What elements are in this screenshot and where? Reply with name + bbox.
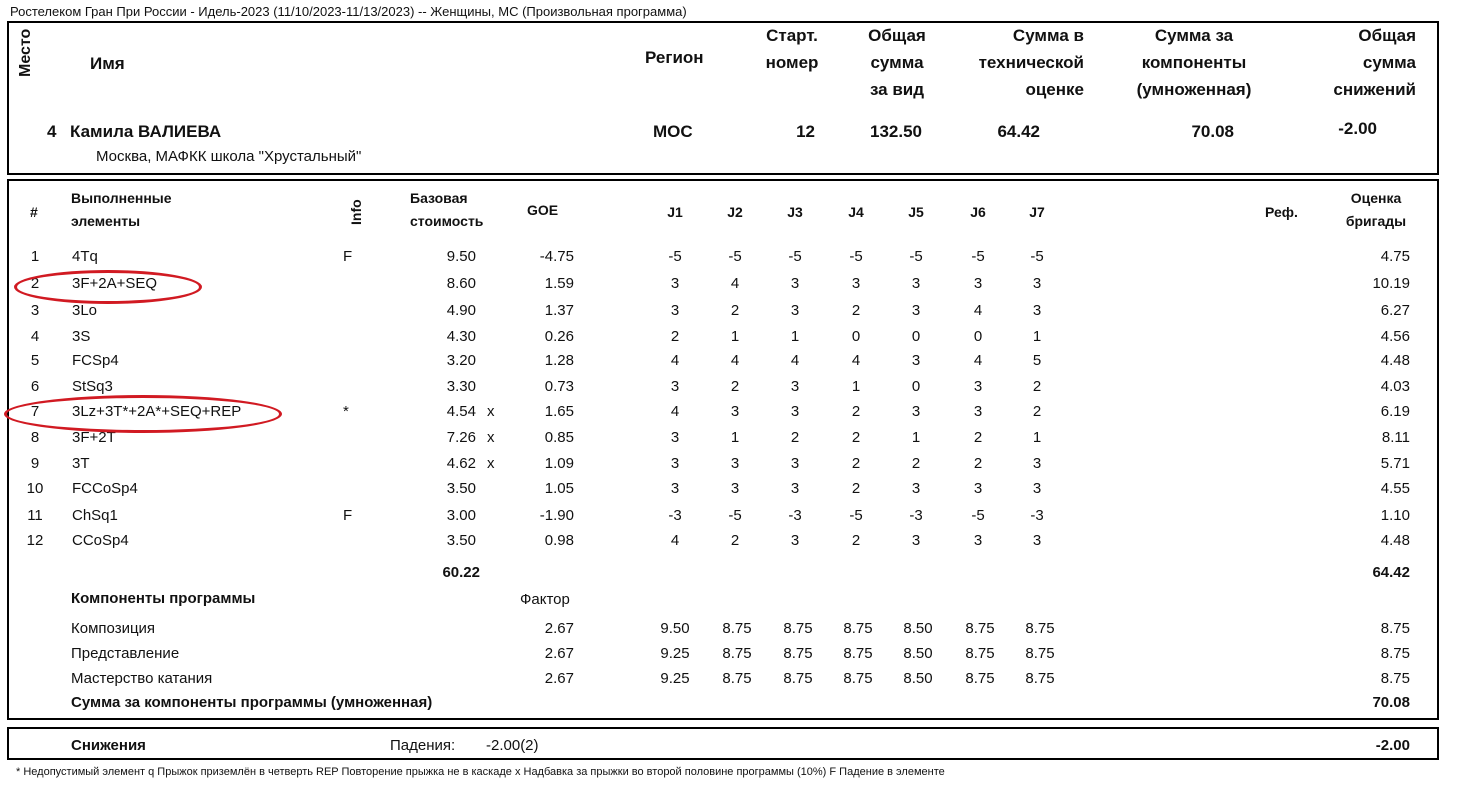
element-judge-score-j7: 3 — [1032, 455, 1042, 472]
element-judge-score-j6: 3 — [973, 378, 983, 395]
j7-header: J7 — [1029, 204, 1045, 220]
element-judge-score-j1: -5 — [668, 248, 682, 265]
skater-deductions: -2.00 — [1338, 119, 1377, 138]
skater-name: Камила ВАЛИЕВА — [70, 122, 222, 141]
element-bonus-mark: x — [487, 429, 495, 446]
component-name: Представление — [71, 645, 180, 662]
element-bonus-mark: x — [487, 403, 495, 420]
element-number: 12 — [26, 532, 44, 549]
place-header: Место — [17, 28, 34, 77]
element-judge-score-j7: 1 — [1032, 328, 1042, 345]
element-code: 3F+2T — [72, 429, 116, 446]
component-judge-score-j3: 8.75 — [783, 670, 813, 687]
element-base-value: 4.54 — [446, 403, 476, 420]
tes-header: Сумма в технической оценке — [978, 26, 1084, 99]
component-judge-score-j1: 9.25 — [660, 670, 690, 687]
component-panel-score: 8.75 — [1380, 645, 1410, 662]
element-code: FCCoSp4 — [72, 480, 138, 497]
element-judge-score-j1: 3 — [670, 455, 680, 472]
element-goe: 1.09 — [544, 455, 574, 472]
element-judge-score-j5: 1 — [911, 429, 921, 446]
component-judge-score-j6: 8.75 — [965, 645, 995, 662]
element-judge-score-j2: 4 — [730, 352, 740, 369]
referee-header: Реф. — [1265, 204, 1298, 220]
element-judge-score-j5: 3 — [911, 352, 921, 369]
component-judge-score-j1: 9.25 — [660, 645, 690, 662]
element-code: CCoSp4 — [72, 532, 129, 549]
element-judge-score-j3: 4 — [790, 352, 800, 369]
element-panel-score: 4.48 — [1380, 532, 1410, 549]
element-judge-score-j1: -3 — [668, 507, 682, 524]
element-base-value: 4.30 — [446, 328, 476, 345]
element-judge-score-j2: 4 — [730, 275, 740, 292]
element-goe: 1.28 — [544, 352, 574, 369]
element-judge-score-j2: 3 — [730, 403, 740, 420]
component-judge-score-j7: 8.75 — [1025, 620, 1055, 637]
highlight-ellipse-element-2 — [14, 270, 202, 304]
element-judge-score-j4: 4 — [851, 352, 861, 369]
highlight-ellipse-element-7 — [4, 395, 282, 433]
component-panel-score: 8.75 — [1380, 620, 1410, 637]
j2-header: J2 — [727, 204, 743, 220]
component-panel-score: 8.75 — [1380, 670, 1410, 687]
element-judge-score-j1: 3 — [670, 429, 680, 446]
element-base-value: 4.90 — [446, 302, 476, 319]
num-header: # — [30, 204, 38, 220]
element-goe: 1.65 — [544, 403, 574, 420]
element-goe: 0.98 — [544, 532, 574, 549]
element-info: F — [343, 507, 353, 524]
element-number: 10 — [26, 480, 44, 497]
element-code: 3T — [72, 455, 90, 472]
element-judge-score-j4: 3 — [851, 275, 861, 292]
element-number: 3 — [30, 302, 40, 319]
goe-header: GOE — [527, 202, 559, 218]
j6-header: J6 — [970, 204, 986, 220]
element-number: 7 — [30, 403, 40, 420]
element-judge-score-j2: 2 — [730, 532, 740, 549]
component-judge-score-j4: 8.75 — [843, 620, 873, 637]
element-judge-score-j5: -5 — [909, 248, 923, 265]
element-base-value: 3.30 — [446, 378, 476, 395]
element-goe: 0.85 — [544, 429, 574, 446]
element-code: 3Lo — [72, 302, 98, 319]
j1-header: J1 — [667, 204, 683, 220]
element-judge-score-j4: -5 — [849, 248, 863, 265]
element-judge-score-j1: 4 — [670, 403, 680, 420]
element-code: ChSq1 — [72, 507, 118, 524]
element-judge-score-j5: 0 — [911, 328, 921, 345]
element-panel-score: 4.03 — [1380, 378, 1410, 395]
element-judge-score-j6: 3 — [973, 532, 983, 549]
element-code: 3F+2A+SEQ — [72, 275, 158, 292]
element-panel-score: 6.19 — [1380, 403, 1410, 420]
element-judge-score-j5: 0 — [911, 378, 921, 395]
element-judge-score-j6: 4 — [973, 352, 983, 369]
skater-pcs: 70.08 — [1191, 122, 1234, 141]
element-code: StSq3 — [72, 378, 113, 395]
deductions-total: -2.00 — [1375, 737, 1410, 754]
deductions-header: Общая сумма снижений — [1333, 26, 1416, 99]
panel-score-header: Оценка бригады — [1345, 190, 1407, 229]
element-info: * — [343, 403, 349, 420]
element-judge-score-j6: 4 — [973, 302, 983, 319]
element-judge-score-j2: 3 — [730, 455, 740, 472]
element-number: 6 — [30, 378, 40, 395]
element-judge-score-j3: 3 — [790, 275, 800, 292]
components-title: Компоненты программы — [71, 590, 256, 607]
element-judge-score-j3: 3 — [790, 455, 800, 472]
element-judge-score-j4: 2 — [851, 455, 861, 472]
falls-label: Падения: — [390, 737, 456, 754]
element-judge-score-j7: -5 — [1030, 248, 1044, 265]
element-judge-score-j1: 3 — [670, 275, 680, 292]
component-name: Композиция — [71, 620, 156, 637]
element-judge-score-j2: -5 — [728, 248, 742, 265]
element-base-value: 9.50 — [446, 248, 476, 265]
element-code: FCSp4 — [72, 352, 119, 369]
component-judge-score-j1: 9.50 — [660, 620, 690, 637]
start-number-header: Старт. номер — [765, 26, 819, 72]
deductions-box — [7, 727, 1439, 760]
score-total: 64.42 — [1372, 564, 1410, 581]
element-judge-score-j7: 2 — [1032, 403, 1042, 420]
j3-header: J3 — [787, 204, 803, 220]
element-panel-score: 4.55 — [1380, 480, 1410, 497]
element-judge-score-j3: 3 — [790, 480, 800, 497]
components-sum-value: 70.08 — [1372, 694, 1410, 711]
element-judge-score-j7: 2 — [1032, 378, 1042, 395]
element-judge-score-j2: 3 — [730, 480, 740, 497]
element-code: 3Lz+3T*+2A*+SEQ+REP — [72, 403, 242, 420]
skater-total: 132.50 — [870, 122, 922, 141]
element-judge-score-j1: 2 — [670, 328, 680, 345]
element-judge-score-j4: 2 — [851, 480, 861, 497]
j4-header: J4 — [848, 204, 864, 220]
element-judge-score-j6: 3 — [973, 275, 983, 292]
element-number: 2 — [30, 275, 40, 292]
element-judge-score-j3: 1 — [790, 328, 800, 345]
element-judge-score-j4: 2 — [851, 429, 861, 446]
element-judge-score-j2: 2 — [730, 378, 740, 395]
element-base-value: 3.20 — [446, 352, 476, 369]
element-bonus-mark: x — [487, 455, 495, 472]
j5-header: J5 — [908, 204, 924, 220]
component-factor: 2.67 — [544, 620, 574, 637]
element-judge-score-j7: 3 — [1032, 302, 1042, 319]
component-judge-score-j2: 8.75 — [722, 670, 752, 687]
region-header: Регион — [645, 48, 704, 67]
element-goe: -1.90 — [539, 507, 574, 524]
component-judge-score-j2: 8.75 — [722, 620, 752, 637]
element-judge-score-j7: -3 — [1030, 507, 1044, 524]
element-judge-score-j7: 1 — [1032, 429, 1042, 446]
component-judge-score-j2: 8.75 — [722, 645, 752, 662]
element-judge-score-j4: 2 — [851, 302, 861, 319]
factor-header: Фактор — [520, 591, 570, 608]
skater-tes: 64.42 — [997, 122, 1040, 141]
element-judge-score-j5: 3 — [911, 302, 921, 319]
element-judge-score-j3: 3 — [790, 403, 800, 420]
element-judge-score-j5: 3 — [911, 403, 921, 420]
component-judge-score-j7: 8.75 — [1025, 670, 1055, 687]
element-judge-score-j3: 2 — [790, 429, 800, 446]
components-sum-label: Сумма за компоненты программы (умноженная) — [71, 694, 433, 711]
legend: * Недопустимый элемент q Прыжок приземлён в четверть REP Повторение прыжка не в каскаде x Надбавка за прыжки во второй половине программы (10%) F Падение в элементе — [16, 766, 945, 778]
element-base-value: 3.00 — [446, 507, 476, 524]
element-judge-score-j4: 2 — [851, 532, 861, 549]
component-name: Мастерство катания — [71, 670, 213, 687]
element-info: F — [343, 248, 353, 265]
component-judge-score-j3: 8.75 — [783, 620, 813, 637]
element-judge-score-j4: -5 — [849, 507, 863, 524]
element-judge-score-j2: 1 — [730, 429, 740, 446]
element-judge-score-j1: 4 — [670, 352, 680, 369]
element-panel-score: 4.75 — [1380, 248, 1410, 265]
element-judge-score-j2: 2 — [730, 302, 740, 319]
element-panel-score: 6.27 — [1380, 302, 1410, 319]
element-goe: 1.05 — [544, 480, 574, 497]
element-judge-score-j5: 3 — [911, 480, 921, 497]
element-judge-score-j7: 3 — [1032, 275, 1042, 292]
component-judge-score-j6: 8.75 — [965, 620, 995, 637]
component-factor: 2.67 — [544, 670, 574, 687]
element-number: 1 — [30, 248, 40, 265]
element-judge-score-j4: 2 — [851, 403, 861, 420]
element-judge-score-j2: -5 — [728, 507, 742, 524]
skater-start-number: 12 — [796, 122, 815, 141]
element-judge-score-j5: 2 — [911, 455, 921, 472]
element-judge-score-j6: 0 — [973, 328, 983, 345]
element-judge-score-j6: 2 — [973, 455, 983, 472]
skater-region: MOC — [653, 122, 693, 141]
element-panel-score: 4.48 — [1380, 352, 1410, 369]
element-panel-score: 10.19 — [1372, 275, 1410, 292]
element-number: 8 — [30, 429, 40, 446]
element-judge-score-j6: 3 — [973, 480, 983, 497]
element-panel-score: 1.10 — [1380, 507, 1410, 524]
element-judge-score-j3: 3 — [790, 302, 800, 319]
element-judge-score-j1: 3 — [670, 480, 680, 497]
element-judge-score-j1: 3 — [670, 378, 680, 395]
element-judge-score-j6: -5 — [971, 248, 985, 265]
info-header: Info — [348, 199, 364, 225]
element-base-value: 3.50 — [446, 480, 476, 497]
element-base-value: 7.26 — [446, 429, 476, 446]
component-judge-score-j6: 8.75 — [965, 670, 995, 687]
element-judge-score-j6: 3 — [973, 403, 983, 420]
name-header: Имя — [90, 54, 125, 73]
component-judge-score-j3: 8.75 — [783, 645, 813, 662]
component-judge-score-j4: 8.75 — [843, 645, 873, 662]
element-code: 3S — [72, 328, 91, 345]
element-number: 5 — [30, 352, 40, 369]
element-goe: -4.75 — [539, 248, 574, 265]
component-judge-score-j4: 8.75 — [843, 670, 873, 687]
total-score-header: Общая сумма за вид — [868, 26, 926, 99]
element-judge-score-j5: 3 — [911, 275, 921, 292]
element-base-value: 8.60 — [446, 275, 476, 292]
component-judge-score-j5: 8.50 — [903, 645, 933, 662]
element-judge-score-j7: 3 — [1032, 480, 1042, 497]
falls-value: -2.00(2) — [486, 737, 539, 754]
element-base-value: 4.62 — [446, 455, 476, 472]
element-judge-score-j1: 3 — [670, 302, 680, 319]
element-judge-score-j5: -3 — [909, 507, 923, 524]
component-judge-score-j7: 8.75 — [1025, 645, 1055, 662]
element-judge-score-j6: 2 — [973, 429, 983, 446]
element-judge-score-j4: 1 — [851, 378, 861, 395]
pcs-header: Сумма за компоненты (умноженная) — [1136, 26, 1252, 99]
base-value-header: Базовая стоимость — [410, 190, 484, 229]
element-number: 11 — [27, 507, 43, 524]
element-panel-score: 8.11 — [1381, 429, 1410, 446]
base-total: 60.22 — [442, 564, 480, 581]
elements-header: Выполненные элементы — [71, 190, 172, 229]
element-judge-score-j1: 4 — [670, 532, 680, 549]
component-judge-score-j5: 8.50 — [903, 620, 933, 637]
element-panel-score: 5.71 — [1380, 455, 1410, 472]
component-factor: 2.67 — [544, 645, 574, 662]
element-judge-score-j3: 3 — [790, 532, 800, 549]
skater-place: 4 — [47, 122, 57, 141]
element-judge-score-j7: 3 — [1032, 532, 1042, 549]
element-judge-score-j5: 3 — [911, 532, 921, 549]
element-goe: 0.73 — [544, 378, 574, 395]
element-judge-score-j3: -3 — [788, 507, 802, 524]
element-code: 4Tq — [72, 248, 98, 265]
deductions-label: Снижения — [71, 737, 146, 754]
element-judge-score-j6: -5 — [971, 507, 985, 524]
element-judge-score-j4: 0 — [851, 328, 861, 345]
element-judge-score-j3: -5 — [788, 248, 802, 265]
element-judge-score-j2: 1 — [730, 328, 740, 345]
component-judge-score-j5: 8.50 — [903, 670, 933, 687]
event-title: Ростелеком Гран При России - Идель-2023 (11/10/2023-11/13/2023) -- Женщины, МС (Произвольная программа) — [10, 4, 687, 19]
element-number: 4 — [30, 328, 40, 345]
element-base-value: 3.50 — [446, 532, 476, 549]
element-judge-score-j3: 3 — [790, 378, 800, 395]
element-goe: 1.37 — [544, 302, 574, 319]
element-panel-score: 4.56 — [1380, 328, 1410, 345]
element-goe: 0.26 — [544, 328, 574, 345]
element-judge-score-j7: 5 — [1032, 352, 1042, 369]
element-goe: 1.59 — [544, 275, 574, 292]
element-number: 9 — [30, 455, 40, 472]
skater-club: Москва, МАФКК школа "Хрустальный" — [96, 148, 362, 165]
